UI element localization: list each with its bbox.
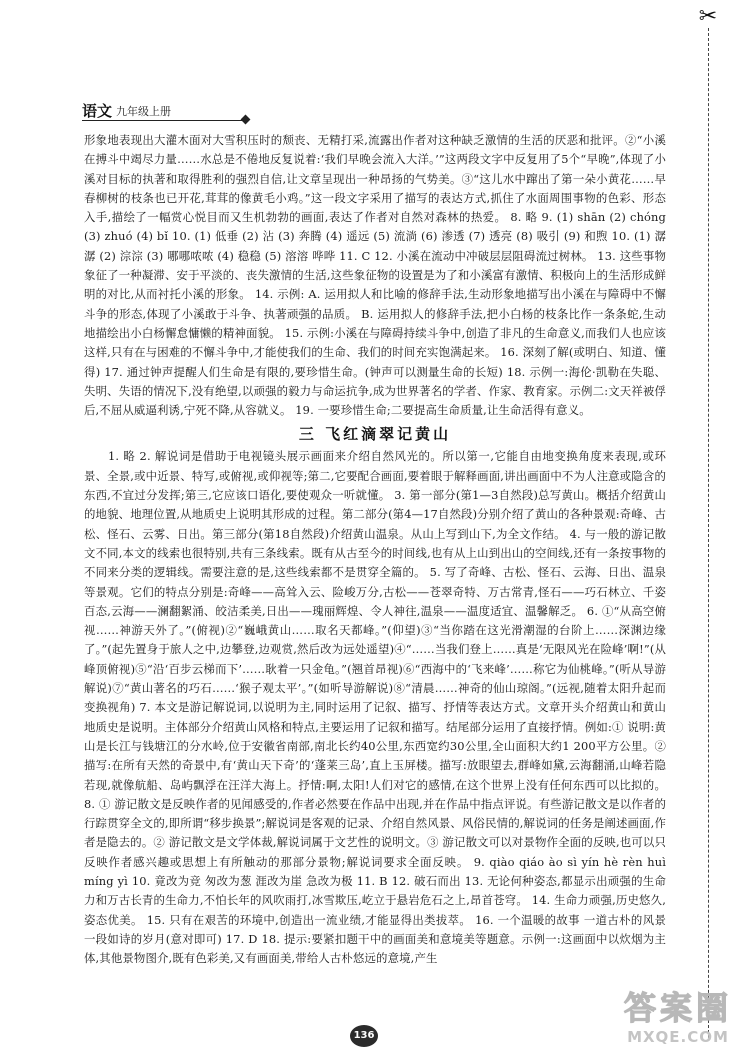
subject-label: 语文 [82, 102, 113, 120]
answer-paragraph-bottom: 1. 略 2. 解说词是借助于电视镜头展示画面来介绍自然风光的。所以第一,它能自由地变换角度来表现,或环景、全景,或中近景、特写,或俯视,或仰视等;第二,它要配合画面,要着眼于解释画面,讲出画面中不为人注意或隐含的东西,不宜过分发挥;第三,它应该口语化,要使观众一听就懂。 3. 第一部分(第1—3自然段)总写黄山。概括介绍黄山的地貌、地理位置,从地质史上说明其形成的过程。第二部分(第4—17自然段)分别介绍了黄山的各种景观:奇峰、古松、怪石、云雾、日出。第三部分(第18自然段)介绍黄山温泉。从山上写到山下,为全文作结。 4. 与一般的游记散文不同,本文的线索也很特别,共有三条线索。既有从古至今的时间线,也有从上山到出山的空间线,还有一条按事物的不同来分类的逻辑线。需要注意的是,这些线索都不是贯穿全篇的。 5. 写了奇峰、古松、怪石、云海、日出、温泉等景观。它们的特点分别是:奇峰——高耸入云、险峻万分,古松——苍翠奇特、万古常青,怪石——巧石林立、千姿百态,云海——澜翻絮涌、皎洁柔美,日出——瑰丽辉煌、令人神往,温泉——温度适宜、温馨解乏。 6. ①“从高空俯视……神游天外了。”(俯视)②“巍峨黄山……取名天都峰。”(仰望)③“当你踏在这光滑潮湿的台阶上……深渊边缘了。”(起先置身于旅人之中,边攀登,边观赏,然后改为远处遥望)④“……当我们登上……真是‘无限风光在险峰’啊!”(从峰顶俯视)⑤“沿‘百步云梯而下’……耿着一只金龟。”(翘首昂视)⑥“西海中的‘飞来峰’……称它为仙桃峰。”(听从导游解说)⑦“黄山著名的巧石……‘猴子观太平’。”(如听导游解说)⑧“清晨……神奇的仙山琼阁。”(远视,随着太阳升起而变换视角) 7. 本文是游记解说词,以说明为主,同时运用了记叙、描写、抒情等表达方式。文章开头介绍黄山和黄山地质史是说明。主体部分介绍黄山风格和特点,主要运用了记叙和描写。结尾部分运用了直接抒情。例如:① 说明:黄山是长江与钱塘江的分水岭,位于安徽省南部,南北长约40公里,东西宽约30公里,全山面积大约1 200平方公里。② 描写:在所有天然的奇景中,有‘黄山天下奇’的‘蓬莱三岛’,直上玉屏楼。描写:放眼望去,群峰如黛,云海翻涌,山峰若隐若现,就像航船、岛屿飘浮在汪洋大海上。抒情:啊,太阳!人们对它的感情,在这个世界上没有任何东西可以比拟的。 8. ① 游记散文是反映作者的见闻感受的,作者必然要在作品中出现,并在作品中指点评说。有些游记散文是以作者的行踪贯穿全文的,即所谓“移步换景”;解说词是客观的记录、介绍自然风景、风俗民情的,解说词的任务是阐述画面,作者是隐去的。② 游记散文是文学体裁,解说词属于文艺性的说明文。③ 游记散文可以对景物作全面的反映,也可以只反映作者感兴趣或思想上有所触动的那部分景物;解说词要求全面反映。 9. qiào qiáo ào sì yín hè rèn huì míng yì 10. 竟改为竞 匆改为葱 涯改为崖 急改为极 11. B 12. 破石而出 13. 无论何种姿态,都显示出顽强的生命力和万古长青的生命力,不怕长年的风吹雨打,冰雪欺压,屹立于悬岩危石之上,昂首苍穹。 14. 生命力顽强,历史悠久,姿态优美。 15. 只有在艰苦的环境中,创造出一流业绩,才能显得出类拔萃。 16. 一个温暖的故事 一道古朴的风景 一段如诗的岁月(意对即可) 17. D 18. 提示:要紧扣题干中的画面美和意境美等题意。示例一:这画面中以炊烟为主体,其他景物图介,既有色彩美,又有画面美,带给人古朴悠远的意境,产生 [84, 449, 666, 966]
watermark [612, 990, 744, 1050]
header-rule [82, 120, 246, 121]
scissors-icon: ✂ [698, 4, 718, 29]
answer-body [84, 131, 666, 968]
watermark-logo-text: 答案圈 [623, 989, 732, 1027]
header-diamond-icon [241, 115, 251, 125]
grade-label: 九年级上册 [116, 105, 171, 118]
cut-line [708, 28, 709, 1038]
watermark-url: MXQE.COM [627, 1028, 729, 1046]
page-header [82, 100, 242, 124]
page-number: 136 [350, 1025, 378, 1047]
answer-paragraph-top: 形象地表现出大灌木面对大雪积压时的颓丧、无精打采,流露出作者对这种缺乏激情的生活的厌恶和批评。②“小溪在搏斗中竭尽力量……水总是不倦地反复说着:‘我们早晚会流入大洋。’”这两段文字中反复用了5个“早晚”,体现了小溪对目标的执著和取得胜利的强烈自信,让文章呈现出一种昂扬的气势美。③“这儿水中蹿出了第一朵小黄花……早春柳树的枝条也已开花,茸茸的像黄毛小鸡。”这一段文字采用了描写的表达方式,抓住了水面周围事物的色彩、形态入手,描绘了一幅赏心悦目而又生机勃勃的画面,表达了作者对自然对森林的热爱。 8. 略 9. (1) shān (2) chóng (3) zhuó (4) bǐ 10. (1) 低垂 (2) 沾 (3) 奔腾 (4) 遥远 (5) 流淌 (6) 渗透 (7) 透亮 (8) 吸引 (9) 和煦 10. (1) 潺潺 (2) 淙淙 (3) 哪哪哝哝 (4) 稳稳 (5) 溶溶 哗哗 11. C 12. 小溪在流动中冲破层层阻碍流过树林。 13. 这些事物象征了一种凝滞、安于平淡的、丧失激情的生活,这些象征物的设置是为了和小溪富有激情、积极向上的生活形成鲜明的对比,从而衬托小溪的形象。 14. 示例: A. 运用拟人和比喻的修辞手法,生动形象地描写出小溪在与障碍中不懈斗争的形态,体现了小溪敢于斗争、执著顽强的品质。 B. 运用拟人的修辞手法,把小白杨的枝条比作一条条蛇,生动地描绘出小白杨懈怠慵懒的精神面貌。 15. 示例:小溪在与障碍持续斗争中,创造了非凡的生命意义,而我们人也应该这样,只有在与困难的不懈斗争中,才能使我们的生命、我们的时间充实饱满起来。 16. 深刻了解(或明白、知道、懂得) 17. 通过钟声提醒人们生命是有限的,要珍惜生命。(钟声可以测量生命的长短) 18. 示例一:海伦·凯勒在失聪、失明、失语的情况下,没有绝望,以顽强的毅力与命运抗争,成为世界著名的学者、作家、教育家。示例二:文天祥被俘后,不屈从威逼利诱,宁死不降,从容就义。 19. 一要珍惜生命;二要提高生命质量,让生命活得有意义。 [84, 133, 666, 418]
section-title: 三 飞红滴翠记黄山 [298, 425, 452, 444]
